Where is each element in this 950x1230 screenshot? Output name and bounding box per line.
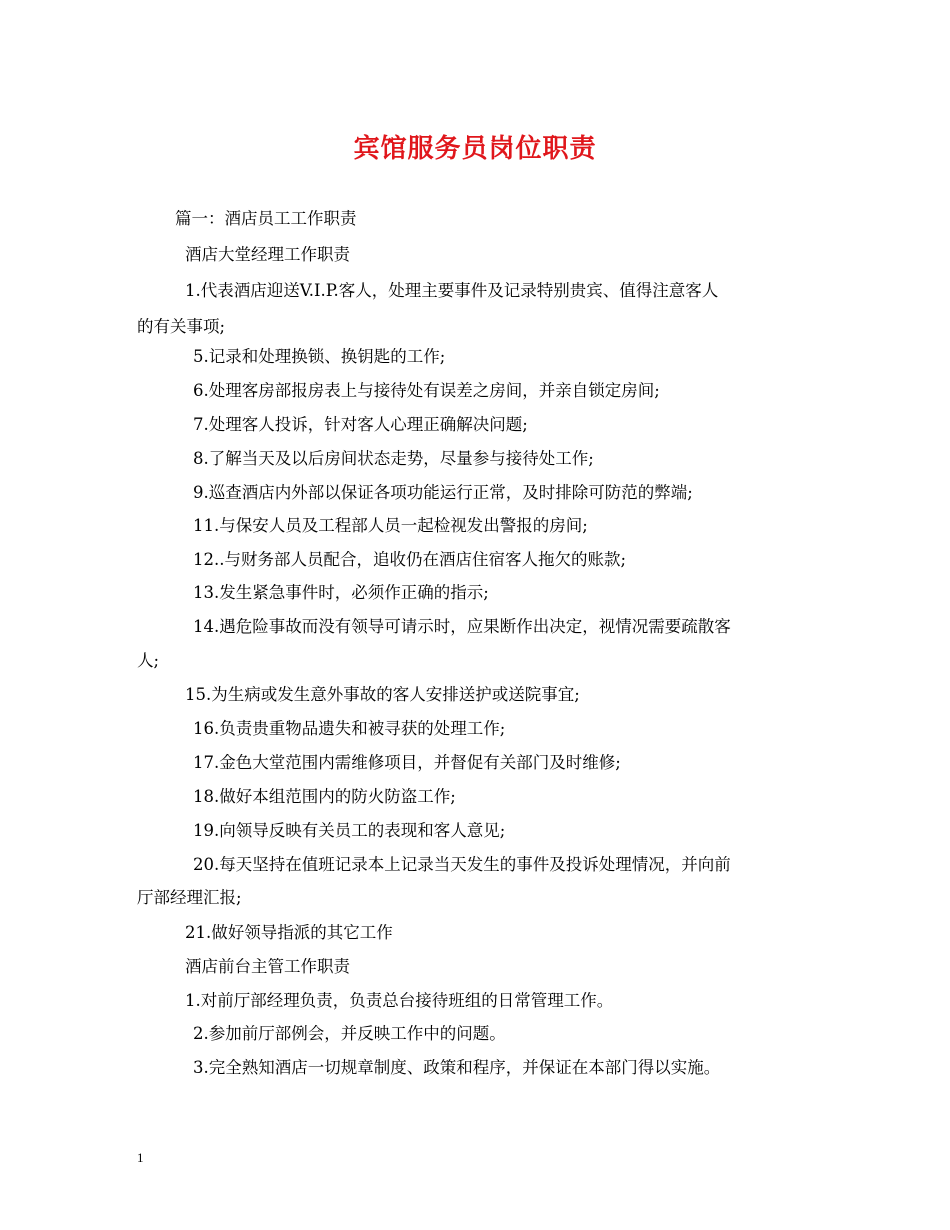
paragraph-line: 6.处理客房部报房表上与接待处有误差之房间，并亲自锁定房间; — [193, 381, 660, 400]
paragraph-line: 1.代表酒店迎送V.I.P.客人，处理主要事件及记录特别贵宾、值得注意客人 — [185, 281, 719, 300]
paragraph-line: 12..与财务部人员配合，追收仍在酒店住宿客人拖欠的账款; — [193, 550, 627, 569]
paragraph-line: 18.做好本组范围内的防火防盗工作; — [193, 787, 456, 806]
paragraph-line: 15.为生病或发生意外事故的客人安排送护或送院事宜; — [185, 685, 580, 704]
paragraph-line: 厅部经理汇报; — [137, 888, 242, 907]
paragraph-line: 14.遇危险事故而没有领导可请示时，应果断作出决定，视情况需要疏散客 — [193, 617, 731, 636]
paragraph-line: 的有关事项; — [137, 317, 226, 336]
paragraph-line: 20.每天坚持在值班记录本上记录当天发生的事件及投诉处理情况，并向前 — [193, 855, 731, 874]
paragraph-line: 8.了解当天及以后房间状态走势，尽量参与接待处工作; — [193, 449, 594, 468]
paragraph-line: 7.处理客人投诉，针对客人心理正确解决问题; — [193, 415, 528, 434]
paragraph-line: 17.金色大堂范围内需维修项目，并督促有关部门及时维修; — [193, 753, 621, 772]
paragraph-line: 1.对前厅部经理负责，负责总台接待班组的日常管理工作。 — [185, 991, 614, 1010]
paragraph-line: 人; — [137, 651, 160, 670]
paragraph-line: 13.发生紧急事件时，必须作正确的指示; — [193, 583, 489, 602]
paragraph-line: 9.巡查酒店内外部以保证各项功能运行正常，及时排除可防范的弊端; — [193, 483, 693, 502]
paragraph-line: 11.与保安人员及工程部人员一起检视发出警报的房间; — [193, 516, 588, 535]
section-heading: 篇一：酒店员工工作职责 — [175, 209, 357, 228]
paragraph-line: 5.记录和处理换锁、换钥匙的工作; — [193, 347, 446, 366]
paragraph-line: 21.做好领导指派的其它工作 — [185, 923, 393, 942]
document-title: 宾馆服务员岗位职责 — [353, 134, 597, 164]
subsection-heading: 酒店前台主管工作职责 — [185, 957, 350, 976]
paragraph-line: 2.参加前厅部例会，并反映工作中的问题。 — [193, 1024, 506, 1043]
paragraph-line: 3.完全熟知酒店一切规章制度、政策和程序，并保证在本部门得以实施。 — [193, 1058, 721, 1077]
page-number: 1 — [137, 1150, 144, 1165]
subsection-heading: 酒店大堂经理工作职责 — [185, 245, 350, 264]
paragraph-line: 16.负责贵重物品遗失和被寻获的处理工作; — [193, 719, 506, 738]
paragraph-line: 19.向领导反映有关员工的表现和客人意见; — [193, 821, 506, 840]
